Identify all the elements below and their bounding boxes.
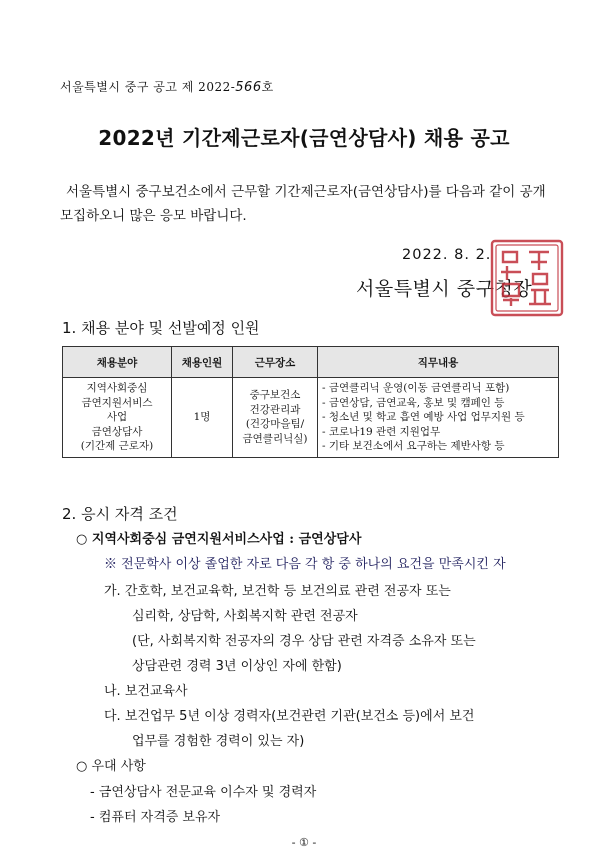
notice-number-prefix: 서울특별시 중구 공고 제 2022- [60, 80, 236, 94]
duty-item: - 청소년 및 학교 흡연 예방 사업 업무지원 등 [322, 411, 525, 423]
cell-line: 사업 [106, 411, 128, 423]
intro-paragraph: 서울특별시 중구보건소에서 근무할 기간제근로자(금연상담사)를 다음과 같이 공개 모집하오니 많은 응모 바랍니다. [60, 184, 546, 224]
cell-duties [318, 378, 559, 458]
qualification-na: 나. 보건교육사 [104, 684, 188, 699]
qualification-da-line: 업무를 경험한 경력이 있는 자) [132, 734, 305, 749]
qualification-ga-line: 상담관련 경력 3년 이상인 자에 한함) [132, 659, 342, 674]
qualification-da-line: 다. 보건업무 5년 이상 경력자(보건관련 기관(보건소 등)에서 보건 [104, 709, 475, 724]
notice-date: 2022. 8. 2. [402, 247, 492, 263]
section-heading-recruitment: 1. 채용 분야 및 선발예정 인원 [62, 319, 260, 337]
cell-field [63, 378, 172, 458]
duty-item: - 코로나19 관련 지원업무 [322, 425, 441, 438]
cell-line: 지역사회중심 [86, 382, 148, 394]
qualification-ga-line: 심리학, 상담학, 사회복지학 관련 전공자 [132, 609, 358, 624]
table-row [63, 378, 559, 458]
official-seal-icon [489, 238, 565, 318]
cell-count: 1명 [172, 378, 233, 458]
qualification-ga-line: (단, 사회복지학 전공자의 경우 상담 관련 자격증 소유자 또는 [132, 634, 476, 649]
col-header-field: 채용분야 [63, 347, 172, 378]
duty-item: - 금연상담, 금연교육, 홍보 및 캠페인 등 [322, 396, 505, 409]
section-heading-qualifications: 2. 응시 자격 조건 [62, 505, 178, 523]
cell-line: 중구보건소 [249, 389, 301, 402]
table-header-row [63, 347, 559, 378]
col-header-place: 근무장소 [233, 347, 318, 378]
issuer-name: 서울특별시 중구청장 [356, 278, 533, 300]
duty-item: - 금연클리닉 운영(이동 금연클리닉 포함) [322, 382, 510, 394]
cell-place [233, 378, 318, 458]
qualification-ga-line: 가. 간호학, 보건교육학, 보건학 등 보건의료 관련 전공자 또는 [104, 584, 451, 599]
cell-line: 금연지원서비스 [81, 396, 153, 409]
col-header-duties: 직무내용 [318, 347, 559, 378]
notice-number-suffix: 호 [261, 80, 274, 94]
col-header-count: 채용인원 [172, 347, 233, 378]
qualification-item-program: ○ 지역사회중심 금연지원서비스사업 : 금연상담사 [76, 532, 362, 547]
notice-number-handwritten: 566 [235, 80, 262, 95]
page-number: - ① - [291, 836, 317, 849]
page-title: 2022년 기간제근로자(금연상담사) 채용 공고 [98, 126, 510, 150]
cell-line: 금연클리닉실) [242, 432, 308, 445]
recruitment-table [62, 346, 559, 458]
qualification-note: ※ 전문학사 이상 졸업한 자로 다음 각 항 중 하나의 요건을 만족시킨 자 [104, 557, 506, 572]
preference-item: - 컴퓨터 자격증 보유자 [90, 810, 221, 825]
cell-line: (기간제 근로자) [80, 440, 154, 452]
cell-line: (건강마을팀/ [245, 418, 305, 431]
cell-line: 금연상담사 [91, 425, 143, 438]
duty-item: - 기타 보건소에서 요구하는 제반사항 등 [322, 440, 505, 452]
preference-heading: ○ 우대 사항 [76, 759, 146, 774]
preference-item: - 금연상담사 전문교육 이수자 및 경력자 [90, 785, 317, 800]
notice-number [60, 78, 274, 95]
cell-line: 건강관리과 [249, 403, 301, 416]
